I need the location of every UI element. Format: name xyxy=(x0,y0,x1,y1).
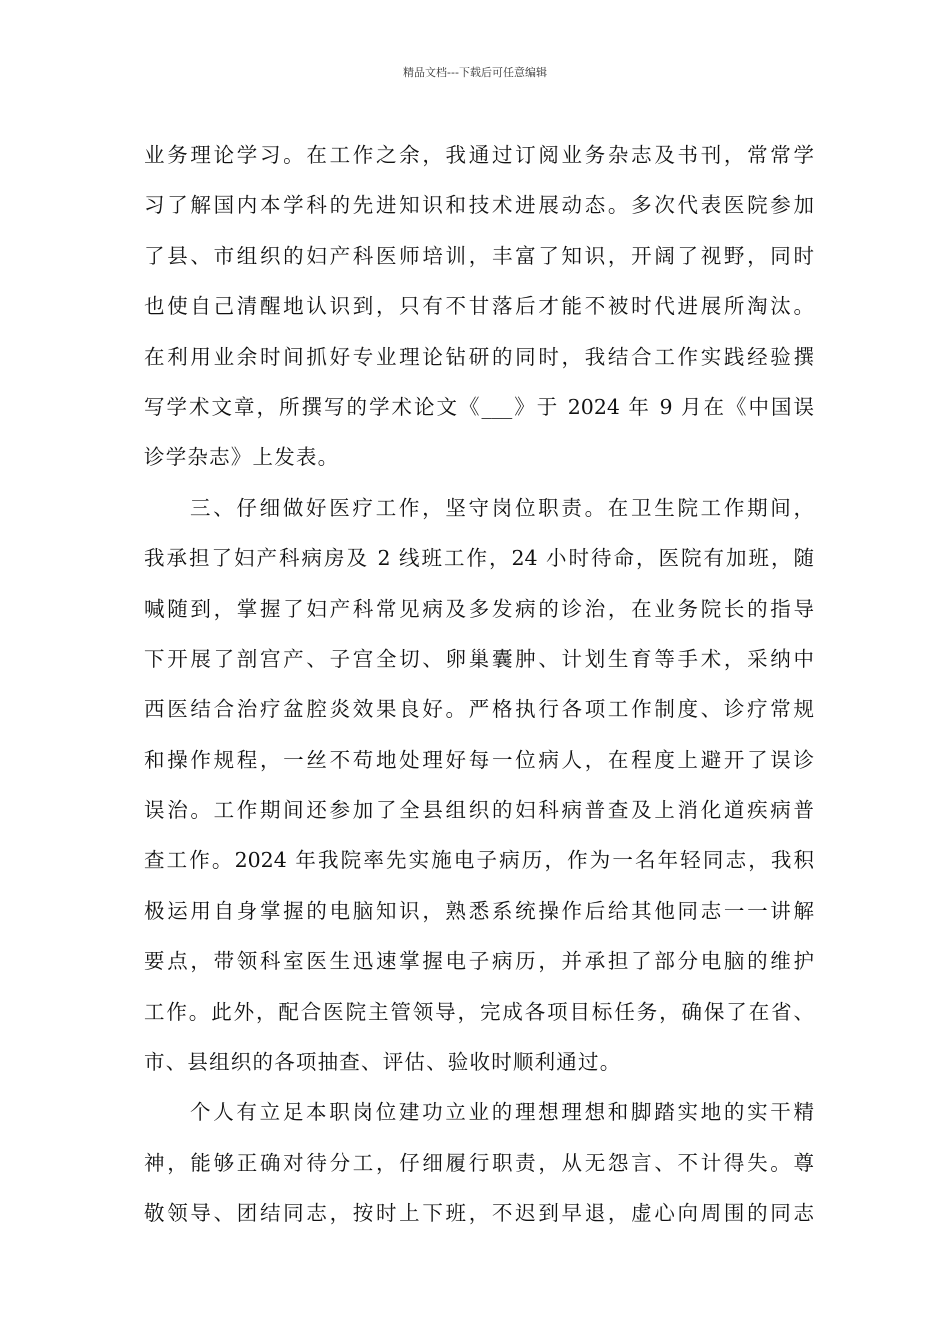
paragraph-line: 要点，带领科室医生迅速掌握电子病历，并承担了部分电脑的维护 xyxy=(144,949,814,974)
paragraph-line: 工作。此外，配合医院主管领导，完成各项目标任务，确保了在省、 xyxy=(144,999,814,1024)
paragraph-line: 业务理论学习。在工作之余，我通过订阅业务杂志及书刊，常常学 xyxy=(144,143,814,167)
paragraph-line: 误治。工作期间还参加了全县组织的妇科病普查及上消化道疾病普 xyxy=(144,798,814,823)
paragraph-line: 市、县组织的各项抽查、评估、验收时顺利通过。 xyxy=(144,1050,622,1075)
paragraph-line: 喊随到，掌握了妇产科常见病及多发病的诊治，在业务院长的指导 xyxy=(144,596,814,621)
paragraph-line: 下开展了剖宫产、子宫全切、卵巢囊肿、计划生育等手术，采纳中 xyxy=(144,646,814,671)
paragraph-line: 敬领导、团结同志，按时上下班，不迟到早退，虚心向周围的同志 xyxy=(144,1201,814,1226)
paragraph-line: 也使自己清醒地认识到，只有不甘落后才能不被时代进展所淘汰。 xyxy=(144,294,814,319)
paragraph-line: 查工作。2024 年我院率先实施电子病历，作为一名年轻同志，我积 xyxy=(144,848,814,873)
paragraph-line: 习了解国内本学科的先进知识和技术进展动态。多次代表医院参加 xyxy=(144,193,814,218)
paragraph-line: 神，能够正确对待分工，仔细履行职责，从无怨言、不计得失。尊 xyxy=(144,1150,814,1175)
paragraph-line: 西医结合治疗盆腔炎效果良好。严格执行各项工作制度、诊疗常规 xyxy=(144,697,814,722)
paragraph-line: 个人有立足本职岗位建功立业的理想理想和脚踏实地的实干精 xyxy=(190,1100,814,1125)
paragraph-line: 诊学杂志》上发表。 xyxy=(144,445,340,470)
page-header: 精品文档---下载后可任意编辑 xyxy=(403,66,547,79)
paragraph-line: 和操作规程，一丝不苟地处理好每一位病人，在程度上避开了误诊 xyxy=(144,747,814,772)
paragraph-line: 极运用自身掌握的电脑知识，熟悉系统操作后给其他同志一一讲解 xyxy=(144,898,814,923)
document-body xyxy=(144,130,814,1239)
paragraph-line: 写学术文章，所撰写的学术论文《___》于 2024 年 9 月在《中国误 xyxy=(144,394,814,419)
paragraph-line: 在利用业余时间抓好专业理论钻研的同时，我结合工作实践经验撰 xyxy=(144,344,814,369)
paragraph-line: 三、仔细做好医疗工作，坚守岗位职责。在卫生院工作期间， xyxy=(190,495,814,520)
paragraph-line: 我承担了妇产科病房及 2 线班工作，24 小时待命，医院有加班，随 xyxy=(144,546,814,571)
paragraph-line: 了县、市组织的妇产科医师培训，丰富了知识，开阔了视野，同时 xyxy=(144,243,814,268)
